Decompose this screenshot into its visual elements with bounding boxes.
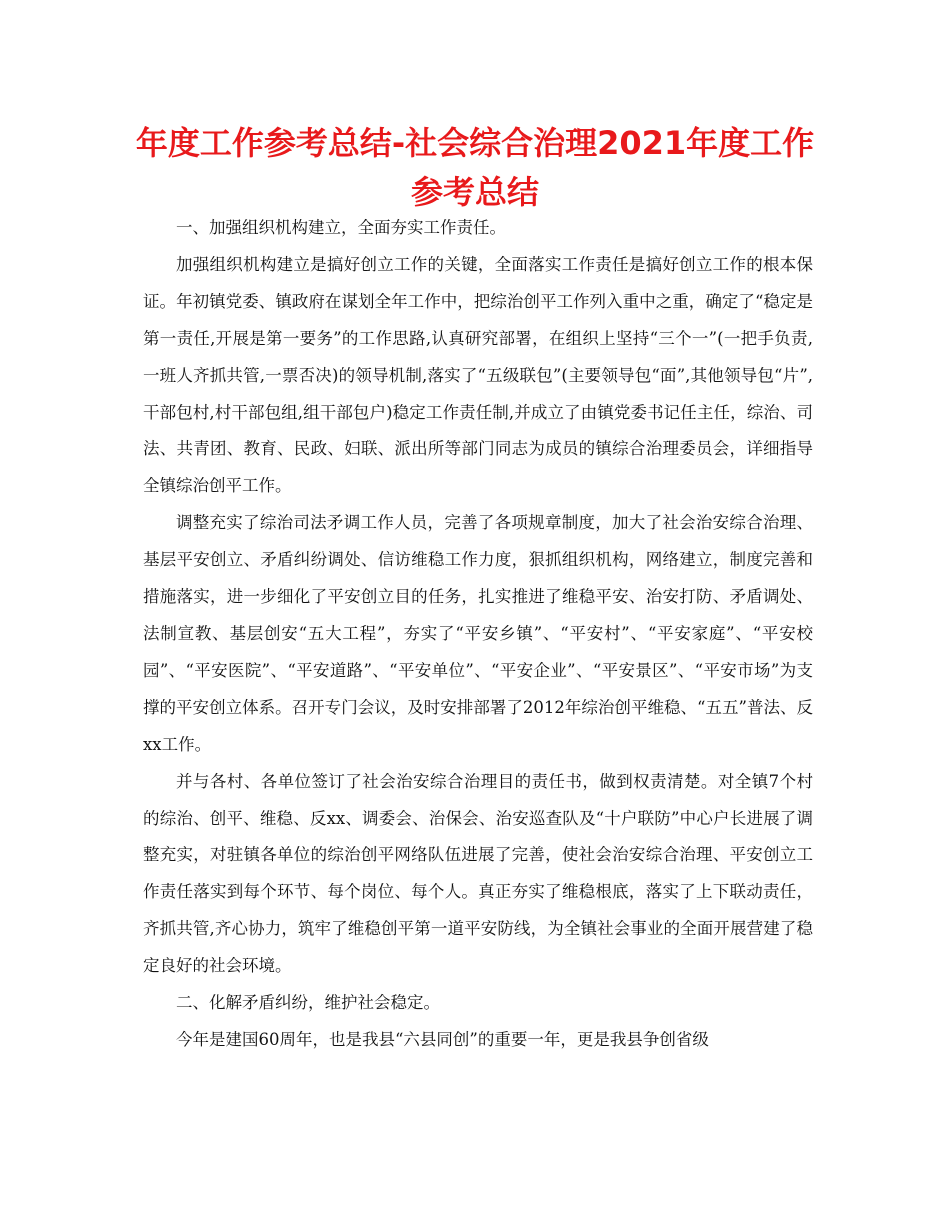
body-paragraph-1: 加强组织机构建立是搞好创立工作的关键，全面落实工作责任是搞好创立工作的根本保证。年初镇党委、镇政府在谋划全年工作中，把综治创平工作列入重中之重，确定了“稳定是第一责任,开展是第一要务”的工作思路,认真研究部署，在组织上坚持“三个一”(一把手负责,一班人齐抓共管,一票否决)的领导机制,落实了“五级联包”(主要领导包“面”,其他领导包“片”,干部包村,村干部包组,组干部包户)稳定工作责任制,并成立了由镇党委书记任主任，综治、司法、共青团、教育、民政、妇联、派出所等部门同志为成员的镇综合治理委员会，详细指导全镇综治创平工作。: [143, 254, 813, 496]
body-paragraph-3: 并与各村、各单位签订了社会治安综合治理目的责任书，做到权责清楚。对全镇7个村的综治、创平、维稳、反xx、调委会、治保会、治安巡查队及“十户联防”中心户长进展了调整充实，对驻镇各单位的综治创平网络队伍进展了完善，使社会治安综合治理、平安创立工作责任落实到每个环节、每个岗位、每个人。真正夯实了维稳根底，落实了上下联动责任，齐抓共管,齐心协力，筑牢了维稳创平第一道平安防线，为全镇社会事业的全面开展营建了稳定良好的社会环境。: [143, 771, 813, 976]
document-title-line-2: 参考总结: [410, 173, 539, 211]
body-paragraph-2: 调整充实了综治司法矛调工作人员，完善了各项规章制度，加大了社会治安综合治理、基层平安创立、矛盾纠纷调处、信访维稳工作力度，狠抓组织机构，网络建立，制度完善和措施落实，进一步细化了平安创立目的任务，扎实推进了维稳平安、治安打防、矛盾调处、法制宣教、基层创安“五大工程”，夯实了“平安乡镇”、“平安村”、“平安家庭”、“平安校园”、“平安医院”、“平安道路”、“平安单位”、“平安企业”、“平安景区”、“平安市场”为支撑的平安创立体系。召开专门会议，及时安排部署了2012年综治创平维稳、“五五”普法、反xx工作。: [143, 513, 813, 754]
document-body: [143, 210, 813, 1059]
document-title-line-1: 年度工作参考总结-社会综合治理2021年度工作: [135, 124, 815, 162]
section-heading-2: 二、化解矛盾纠纷，维护社会稳定。: [176, 993, 440, 1013]
section-heading-1: 一、加强组织机构建立，全面夯实工作责任。: [176, 218, 506, 237]
body-paragraph-4: 今年是建国60周年，也是我县“六县同创”的重要一年，更是我县争创省级: [176, 1029, 709, 1049]
